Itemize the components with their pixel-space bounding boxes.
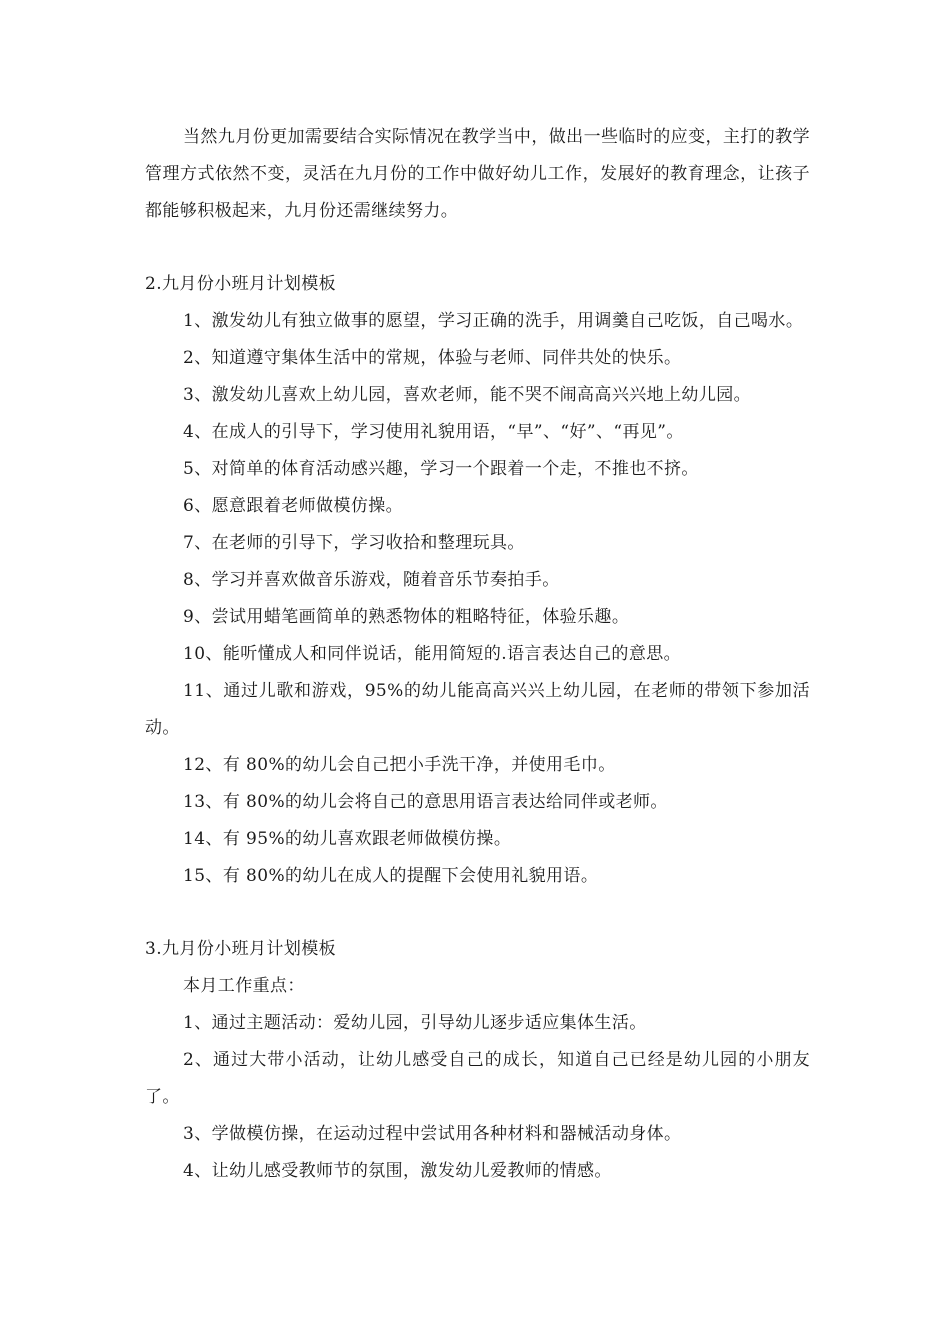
list-item: 本月工作重点： xyxy=(183,976,305,996)
section-2-title: 2.九月份小班月计划模板 xyxy=(145,274,337,294)
section-3-title: 3.九月份小班月计划模板 xyxy=(145,939,337,959)
list-item: 4、在成人的引导下，学习使用礼貌用语，“早”、“好”、“再见”。 xyxy=(183,422,684,442)
list-item: 2、通过大带小活动，让幼儿感受自己的成长，知道自己已经是幼儿园的小朋友了。 xyxy=(145,1050,810,1107)
list-item: 8、学习并喜欢做音乐游戏，随着音乐节奏拍手。 xyxy=(183,570,560,590)
list-item: 12、有 80%的幼儿会自己把小手洗干净，并使用毛巾。 xyxy=(183,755,616,775)
list-item: 3、学做模仿操，在运动过程中尝试用各种材料和器械活动身体。 xyxy=(183,1124,682,1144)
document-body xyxy=(145,119,810,1190)
intro-paragraph: 当然九月份更加需要结合实际情况在教学当中，做出一些临时的应变，主打的教学管理方式依然不变，灵活在九月份的工作中做好幼儿工作，发展好的教育理念，让孩子都能够积极起来，九月份还需继续努力。 xyxy=(145,127,810,221)
list-item: 1、通过主题活动：爱幼儿园，引导幼儿逐步适应集体生活。 xyxy=(183,1013,647,1033)
list-item: 13、有 80%的幼儿会将自己的意思用语言表达给同伴或老师。 xyxy=(183,792,668,812)
list-item: 4、让幼儿感受教师节的氛围，激发幼儿爱教师的情感。 xyxy=(183,1161,612,1181)
list-item: 5、对简单的体育活动感兴趣，学习一个跟着一个走，不推也不挤。 xyxy=(183,459,699,479)
section-gap xyxy=(145,895,810,931)
list-item: 10、能听懂成人和同伴说话，能用简短的.语言表达自己的意思。 xyxy=(183,644,682,664)
list-item: 7、在老师的引导下，学习收拾和整理玩具。 xyxy=(183,533,525,553)
list-item: 9、尝试用蜡笔画简单的熟悉物体的粗略特征，体验乐趣。 xyxy=(183,607,630,627)
list-item: 6、愿意跟着老师做模仿操。 xyxy=(183,496,404,516)
list-item: 2、知道遵守集体生活中的常规，体验与老师、同伴共处的快乐。 xyxy=(183,348,682,368)
list-item: 14、有 95%的幼儿喜欢跟老师做模仿操。 xyxy=(183,829,512,849)
list-item: 11、通过儿歌和游戏，95%的幼儿能高高兴兴上幼儿园，在老师的带领下参加活动。 xyxy=(145,681,810,738)
list-item: 3、激发幼儿喜欢上幼儿园，喜欢老师，能不哭不闹高高兴兴地上幼儿园。 xyxy=(183,385,752,405)
list-item: 1、激发幼儿有独立做事的愿望，学习正确的洗手，用调羹自己吃饭，自己喝水。 xyxy=(183,311,804,331)
list-item: 15、有 80%的幼儿在成人的提醒下会使用礼貌用语。 xyxy=(183,866,599,886)
section-gap xyxy=(145,230,810,266)
